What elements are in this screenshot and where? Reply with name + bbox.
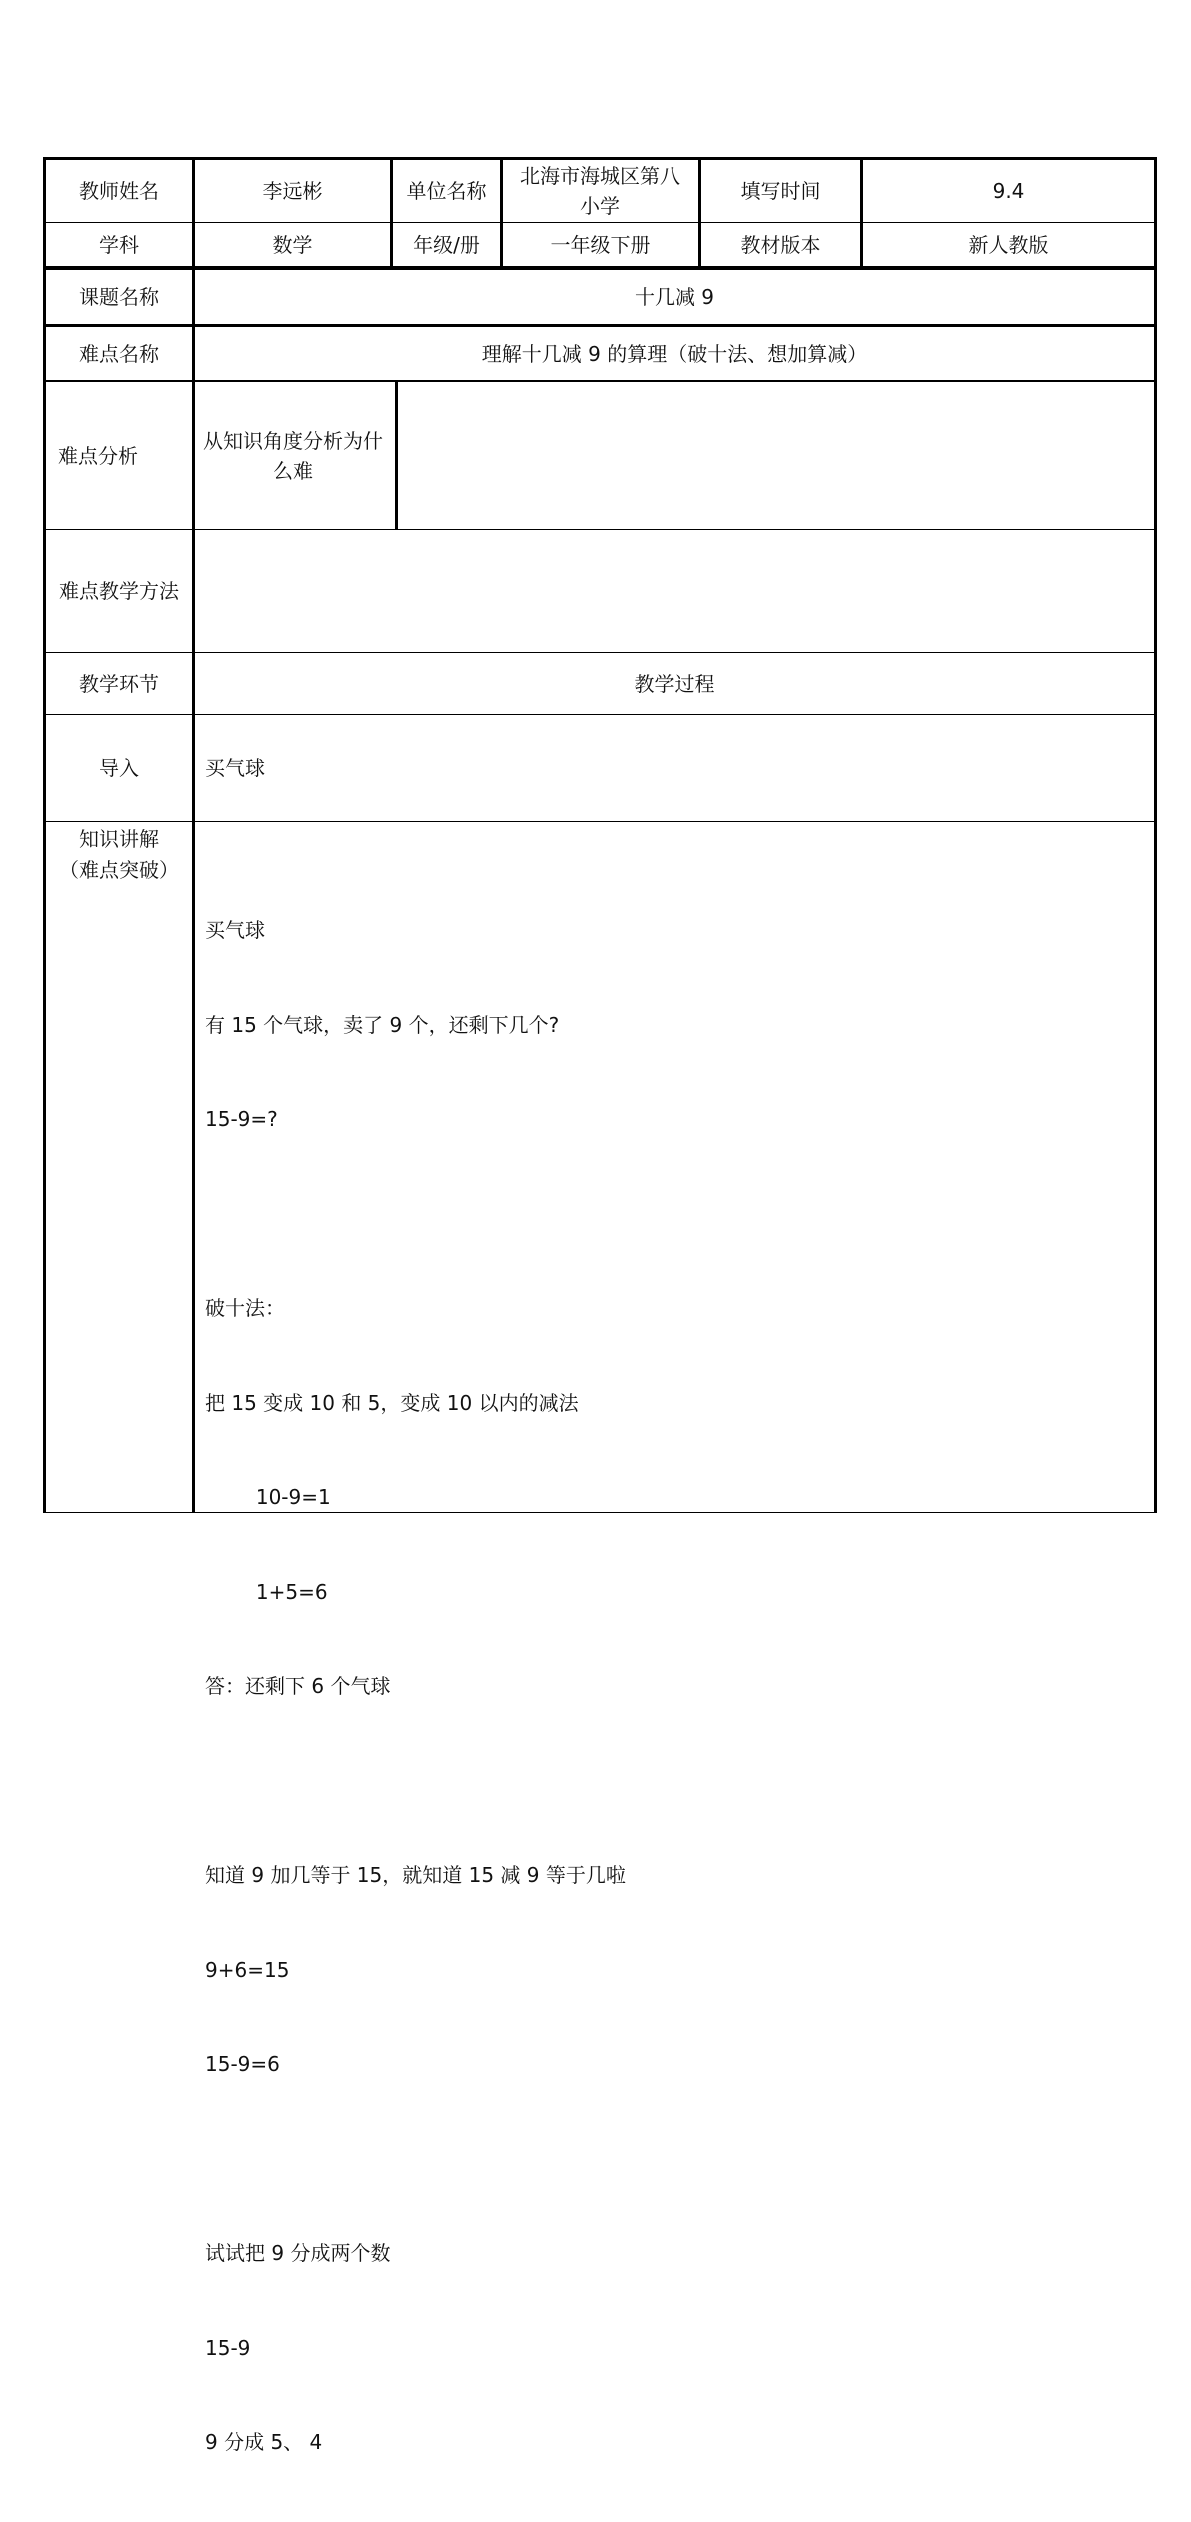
topic-row	[43, 270, 1157, 324]
header-row-1	[43, 160, 1157, 222]
explanation-line: 把 15 变成 10 和 5，变成 10 以内的减法	[205, 1390, 579, 1415]
grade-label: 年级/册	[413, 232, 480, 257]
analysis-label: 难点分析	[58, 443, 138, 468]
intro-row	[43, 715, 1157, 821]
explanation-line: 有 15 个气球，卖了 9 个，还剩下几个?	[205, 1012, 560, 1037]
explanation-line: 15-9=6	[205, 2052, 280, 2076]
explanation-line: 9+6=15	[205, 1957, 290, 1982]
difficulty-label: 难点名称	[79, 341, 159, 366]
topic-value: 十几减 9	[634, 285, 715, 309]
explanation-line: 破十法：	[205, 1296, 285, 1320]
unit-label: 单位名称	[406, 179, 487, 203]
header-row-2	[43, 223, 1157, 266]
explanation-line: 15-9	[205, 2335, 251, 2360]
explanation-label	[46, 824, 192, 886]
explanation-line: 买气球	[205, 918, 265, 942]
method-label: 难点教学方法	[59, 579, 179, 603]
fill-time-label: 填写时间	[740, 179, 821, 203]
explanation-line: 知道 9 加几等于 15，就知道 15 减 9 等于几啦	[205, 1863, 626, 1887]
explanation-label-line1: 知识讲解	[79, 827, 159, 851]
explanation-label-line2: （难点突破）	[59, 858, 179, 882]
explanation-line	[205, 1199, 1135, 1231]
process-label: 教学过程	[634, 671, 715, 696]
explanation-line: 1+5=6	[205, 1579, 328, 1604]
explanation-line: 试试把 9 分成两个数	[205, 2241, 391, 2265]
process-step-label: 教学环节	[79, 671, 159, 696]
subject-label: 学科	[99, 232, 139, 257]
explanation-line: 9 分成 5、 4	[205, 2430, 323, 2454]
explanation-line: 10-9=1	[205, 1485, 331, 1509]
intro-label: 导入	[99, 756, 139, 780]
grade: 一年级下册	[550, 232, 651, 257]
edition: 新人教版	[968, 232, 1049, 257]
explanation-line: 15-9=?	[205, 1107, 278, 1131]
explanation-content	[205, 852, 1135, 2522]
process-header-row	[43, 653, 1157, 714]
edition-label: 教材版本	[740, 232, 821, 257]
analysis-sub-label: 从知识角度分析为什么难	[203, 428, 383, 483]
subject: 数学	[272, 232, 313, 257]
topic-label: 课题名称	[79, 285, 159, 309]
fill-time: 9.4	[992, 179, 1025, 203]
explanation-line	[205, 2144, 1135, 2176]
intro-value: 买气球	[205, 756, 265, 780]
analysis-value	[398, 382, 1154, 529]
unit-name: 北海市海城区第八小学	[520, 164, 680, 218]
analysis-row	[43, 382, 1157, 529]
explanation-line	[205, 1766, 1135, 1798]
difficulty-value: 理解十几减 9 的算理（破十法、想加算减）	[481, 341, 868, 366]
explanation-row	[43, 822, 1157, 2454]
teacher-label: 教师姓名	[79, 179, 159, 203]
teacher-name: 李远彬	[262, 179, 323, 203]
difficulty-row	[43, 327, 1157, 380]
method-row	[43, 530, 1157, 652]
explanation-line: 答：还剩下 6 个气球	[205, 1674, 391, 1698]
method-value	[195, 530, 1154, 652]
